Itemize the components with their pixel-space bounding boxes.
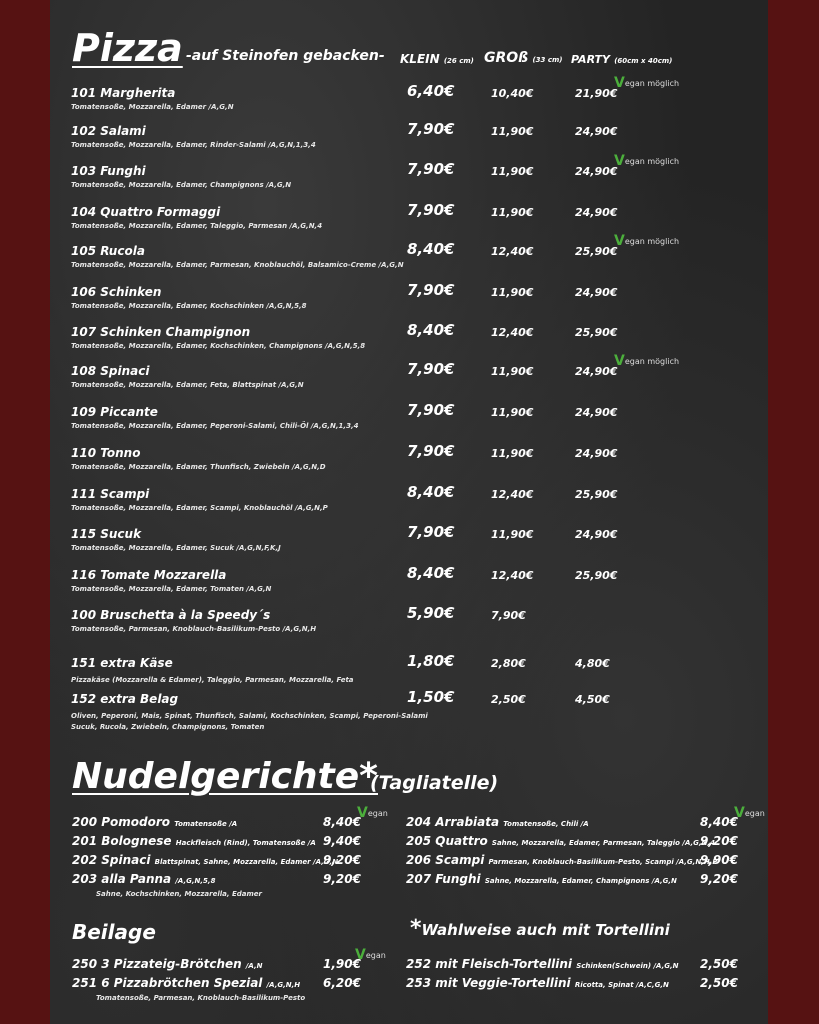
pizza-name: 105 Rucola — [71, 244, 145, 258]
pizza-desc: Tomatensoße, Mozzarella, Edamer /A,G,N — [71, 103, 234, 111]
extra-name: 152 extra Belag — [71, 692, 179, 706]
nudel-name: Pomodoro — [101, 815, 171, 829]
pizza-name: 103 Funghi — [71, 164, 146, 178]
price-klein: 8,40€ — [407, 564, 455, 582]
beilage-name: 253 mit Veggie-Tortellini — [406, 976, 571, 990]
vegan-badge — [355, 947, 386, 963]
price-party: 25,90€ — [575, 488, 618, 501]
price-klein: 7,90€ — [407, 360, 455, 378]
pizza-desc: Tomatensoße, Mozzarella, Edamer, Thunfisch, Zwiebeln /A,G,N,D — [71, 463, 326, 471]
pizza-name: 101 Margherita — [71, 86, 176, 100]
frame-left — [0, 0, 50, 1024]
pizza-desc: Tomatensoße, Mozzarella, Edamer, Kochschinken /A,G,N,5,8 — [71, 302, 307, 310]
beilage-name: 252 mit Fleisch-Tortellini — [406, 957, 573, 971]
pizza-desc: Tomatensoße, Mozzarella, Edamer, Peperoni-Salami, Chili-Öl /A,G,N,1,3,4 — [71, 422, 359, 430]
vegan-leaf-icon: V — [614, 353, 625, 369]
nudel-price: 9,40€ — [323, 834, 361, 848]
nudel-item — [406, 815, 589, 829]
vegan-label: egan — [367, 809, 388, 818]
beilage-title: Beilage — [72, 920, 156, 944]
column-party: PARTY (60cm x 40cm) — [571, 53, 673, 66]
nudel-item — [72, 872, 215, 886]
nudel-number: 201 — [72, 834, 98, 848]
beilage-price: 6,20€ — [323, 976, 361, 990]
beilage-desc: /A,N — [245, 962, 263, 970]
price-klein: 6,40€ — [407, 82, 455, 100]
frame-right — [768, 0, 819, 1024]
nudel-number: 202 — [72, 853, 98, 867]
beilage-desc: /A,G,N,H — [266, 981, 301, 989]
price-party: 24,90€ — [575, 365, 618, 378]
pizza-title: Pizza — [72, 26, 183, 70]
pizza-name: 116 Tomate Mozzarella — [71, 568, 227, 582]
price-party: 24,90€ — [575, 165, 618, 178]
pizza-name: 102 Salami — [71, 124, 146, 138]
price-gross: 7,90€ — [491, 609, 526, 622]
pizza-desc: Tomatensoße, Mozzarella, Edamer, Scampi, Knoblauchöl /A,G,N,P — [71, 504, 328, 512]
pizza-subtitle: -auf Steinofen gebacken- — [186, 48, 385, 64]
nudel-item — [72, 815, 237, 829]
beilage-name: 250 3 Pizzateig-Brötchen — [72, 957, 242, 971]
price-klein: 5,90€ — [407, 604, 455, 622]
vegan-label: egan — [744, 809, 765, 818]
nudel-desc: Sahne, Mozzarella, Edamer, Parmesan, Taleggio /A,G,N,4 — [491, 839, 715, 847]
nudel-price: 9,90€ — [700, 853, 738, 867]
price-party: 24,90€ — [575, 206, 618, 219]
price-klein: 7,90€ — [407, 120, 455, 138]
vegan-label: egan möglich — [624, 79, 680, 88]
nudel-number: 200 — [72, 815, 98, 829]
nudel-item — [406, 834, 715, 848]
beilage-item — [406, 957, 679, 971]
nudel-price: 8,40€ — [700, 815, 738, 829]
price-party: 25,90€ — [575, 245, 618, 258]
pizza-desc: Tomatensoße, Mozzarella, Edamer, Champignons /A,G,N — [71, 181, 292, 189]
price-gross: 11,90€ — [491, 528, 534, 541]
pizza-desc: Tomatensoße, Mozzarella, Edamer, Parmesan, Knoblauchöl, Balsamico-Creme /A,G,N — [71, 261, 404, 269]
price-gross: 2,80€ — [491, 657, 526, 670]
nudel-name: Scampi — [435, 853, 485, 867]
vegan-leaf-icon: V — [614, 153, 625, 169]
price-gross: 11,90€ — [491, 365, 534, 378]
beilage-price: 2,50€ — [700, 957, 738, 971]
price-klein: 1,80€ — [407, 652, 455, 670]
nudel-number: 206 — [406, 853, 432, 867]
nudel-number: 203 — [72, 872, 98, 886]
nudel-price: 9,20€ — [700, 872, 738, 886]
pizza-name: 100 Bruschetta à la Speedy´s — [71, 608, 271, 622]
nudel-desc: Sahne, Mozzarella, Edamer, Champignons /A,G,N — [484, 877, 677, 885]
price-party: 24,90€ — [575, 447, 618, 460]
nudel-name: alla Panna — [101, 872, 172, 886]
pizza-name: 111 Scampi — [71, 487, 150, 501]
nudel-price: 8,40€ — [323, 815, 361, 829]
nudel-desc: Hackfleisch (Rind), Tomatensoße /A — [175, 839, 316, 847]
pizza-name: 106 Schinken — [71, 285, 162, 299]
nudel-name: Bolognese — [101, 834, 172, 848]
pizza-desc: Tomatensoße, Mozzarella, Edamer, Sucuk /A,G,N,F,K,J — [71, 544, 281, 552]
pizza-desc: Tomatensoße, Mozzarella, Edamer, Kochschinken, Champignons /A,G,N,5,8 — [71, 342, 366, 350]
vegan-leaf-icon: V — [614, 233, 625, 249]
vegan-leaf-icon: V — [614, 75, 625, 91]
beilage-name: 251 6 Pizzabrötchen Spezial — [72, 976, 263, 990]
nudel-item — [406, 872, 677, 886]
vegan-badge — [357, 805, 388, 821]
nudel-title: Nudelgerichte* — [72, 756, 378, 797]
price-gross: 11,90€ — [491, 286, 534, 299]
vegan-badge — [734, 805, 765, 821]
beilage-price: 2,50€ — [700, 976, 738, 990]
pizza-name: 110 Tonno — [71, 446, 141, 460]
extra-desc-2: Sucuk, Rucola, Zwiebeln, Champignons, Tomaten — [71, 723, 265, 731]
nudel-item — [406, 853, 718, 867]
extra-desc: Oliven, Peperoni, Mais, Spinat, Thunfisch, Salami, Kochschinken, Scampi, Peperoni-Salami — [71, 712, 428, 720]
vegan-label: egan möglich — [624, 157, 680, 166]
column-klein: KLEIN (26 cm) — [400, 52, 474, 66]
nudel-item — [72, 834, 316, 848]
price-klein: 8,40€ — [407, 483, 455, 501]
nudel-desc: Tomatensoße /A — [174, 820, 238, 828]
pizza-desc: Tomatensoße, Mozzarella, Edamer, Tomaten /A,G,N — [71, 585, 272, 593]
price-klein: 7,90€ — [407, 442, 455, 460]
column-gross: GROß (33 cm) — [484, 50, 563, 66]
price-party: 24,90€ — [575, 406, 618, 419]
nudel-desc: Blattspinat, Sahne, Mozzarella, Edamer /A,G,N — [154, 858, 339, 866]
price-gross: 11,90€ — [491, 206, 534, 219]
beilage-item — [406, 976, 669, 990]
vegan-leaf-icon: V — [355, 947, 366, 963]
price-klein: 8,40€ — [407, 321, 455, 339]
beilage-desc: Schinken(Schwein) /A,G,N — [576, 962, 679, 970]
price-party: 25,90€ — [575, 569, 618, 582]
beilage-price: 1,90€ — [323, 957, 361, 971]
beilage-desc: Ricotta, Spinat /A,C,G,N — [574, 981, 669, 989]
vegan-badge — [614, 353, 680, 369]
nudel-price: 9,20€ — [323, 872, 361, 886]
nudel-subtitle: (Tagliatelle) — [370, 772, 499, 794]
price-klein: 7,90€ — [407, 281, 455, 299]
pizza-name: 115 Sucuk — [71, 527, 142, 541]
pizza-name: 108 Spinaci — [71, 364, 150, 378]
beilage-item — [72, 976, 300, 990]
beilage-item — [72, 957, 262, 971]
price-party: 4,50€ — [575, 693, 610, 706]
pizza-desc: Tomatensoße, Parmesan, Knoblauch-Basilikum-Pesto /A,G,N,H — [71, 625, 317, 633]
pizza-desc: Tomatensoße, Mozzarella, Edamer, Feta, Blattspinat /A,G,N — [71, 381, 304, 389]
price-gross: 11,90€ — [491, 165, 534, 178]
nudel-number: 204 — [406, 815, 432, 829]
pizza-desc: Tomatensoße, Mozzarella, Edamer, Rinder-Salami /A,G,N,1,3,4 — [71, 141, 316, 149]
vegan-label: egan möglich — [624, 357, 680, 366]
price-klein: 7,90€ — [407, 401, 455, 419]
vegan-label: egan möglich — [624, 237, 680, 246]
price-klein: 1,50€ — [407, 688, 455, 706]
nudel-name: Funghi — [435, 872, 481, 886]
price-gross: 12,40€ — [491, 245, 534, 258]
price-gross: 11,90€ — [491, 125, 534, 138]
nudel-name: Arrabiata — [435, 815, 500, 829]
pizza-name: 107 Schinken Champignon — [71, 325, 251, 339]
price-gross: 12,40€ — [491, 488, 534, 501]
price-party: 25,90€ — [575, 326, 618, 339]
price-gross: 11,90€ — [491, 406, 534, 419]
vegan-label: egan — [365, 951, 386, 960]
nudel-desc: Tomatensoße, Chili /A — [503, 820, 589, 828]
vegan-leaf-icon: V — [357, 805, 368, 821]
nudel-desc: Parmesan, Knoblauch-Basilikum-Pesto, Scampi /A,G,N,H,P — [488, 858, 718, 866]
price-gross: 12,40€ — [491, 326, 534, 339]
price-klein: 7,90€ — [407, 160, 455, 178]
spezial-desc-2: Tomatensoße, Parmesan, Knoblauch-Basilikum-Pesto — [96, 994, 306, 1002]
price-party: 24,90€ — [575, 528, 618, 541]
nudel-price: 9,20€ — [700, 834, 738, 848]
pizza-desc: Tomatensoße, Mozzarella, Edamer, Taleggio, Parmesan /A,G,N,4 — [71, 222, 323, 230]
extra-name: 151 extra Käse — [71, 656, 173, 670]
menu-board — [50, 0, 768, 1024]
price-party: 4,80€ — [575, 657, 610, 670]
price-gross: 12,40€ — [491, 569, 534, 582]
price-klein: 8,40€ — [407, 240, 455, 258]
price-party: 24,90€ — [575, 125, 618, 138]
price-klein: 7,90€ — [407, 523, 455, 541]
nudel-price: 9,20€ — [323, 853, 361, 867]
vegan-badge — [614, 153, 680, 169]
extra-desc: Pizzakäse (Mozzarella & Edamer), Taleggio, Parmesan, Mozzarella, Feta — [71, 676, 354, 684]
panna-desc-2: Sahne, Kochschinken, Mozzarella, Edamer — [96, 890, 262, 898]
nudel-desc: /A,G,N,5,8 — [175, 877, 216, 885]
price-klein: 7,90€ — [407, 201, 455, 219]
vegan-leaf-icon: V — [734, 805, 745, 821]
pizza-name: 109 Piccante — [71, 405, 158, 419]
pizza-name: 104 Quattro Formaggi — [71, 205, 221, 219]
price-gross: 2,50€ — [491, 693, 526, 706]
nudel-name: Quattro — [435, 834, 488, 848]
vegan-badge — [614, 75, 680, 91]
vegan-badge — [614, 233, 680, 249]
nudel-number: 205 — [406, 834, 432, 848]
nudel-name: Spinaci — [101, 853, 151, 867]
tortellini-note: *Wahlweise auch mit Tortellini — [410, 916, 670, 941]
price-party: 24,90€ — [575, 286, 618, 299]
nudel-item — [72, 853, 338, 867]
price-gross: 10,40€ — [491, 87, 534, 100]
price-gross: 11,90€ — [491, 447, 534, 460]
price-party: 21,90€ — [575, 87, 618, 100]
nudel-number: 207 — [406, 872, 432, 886]
